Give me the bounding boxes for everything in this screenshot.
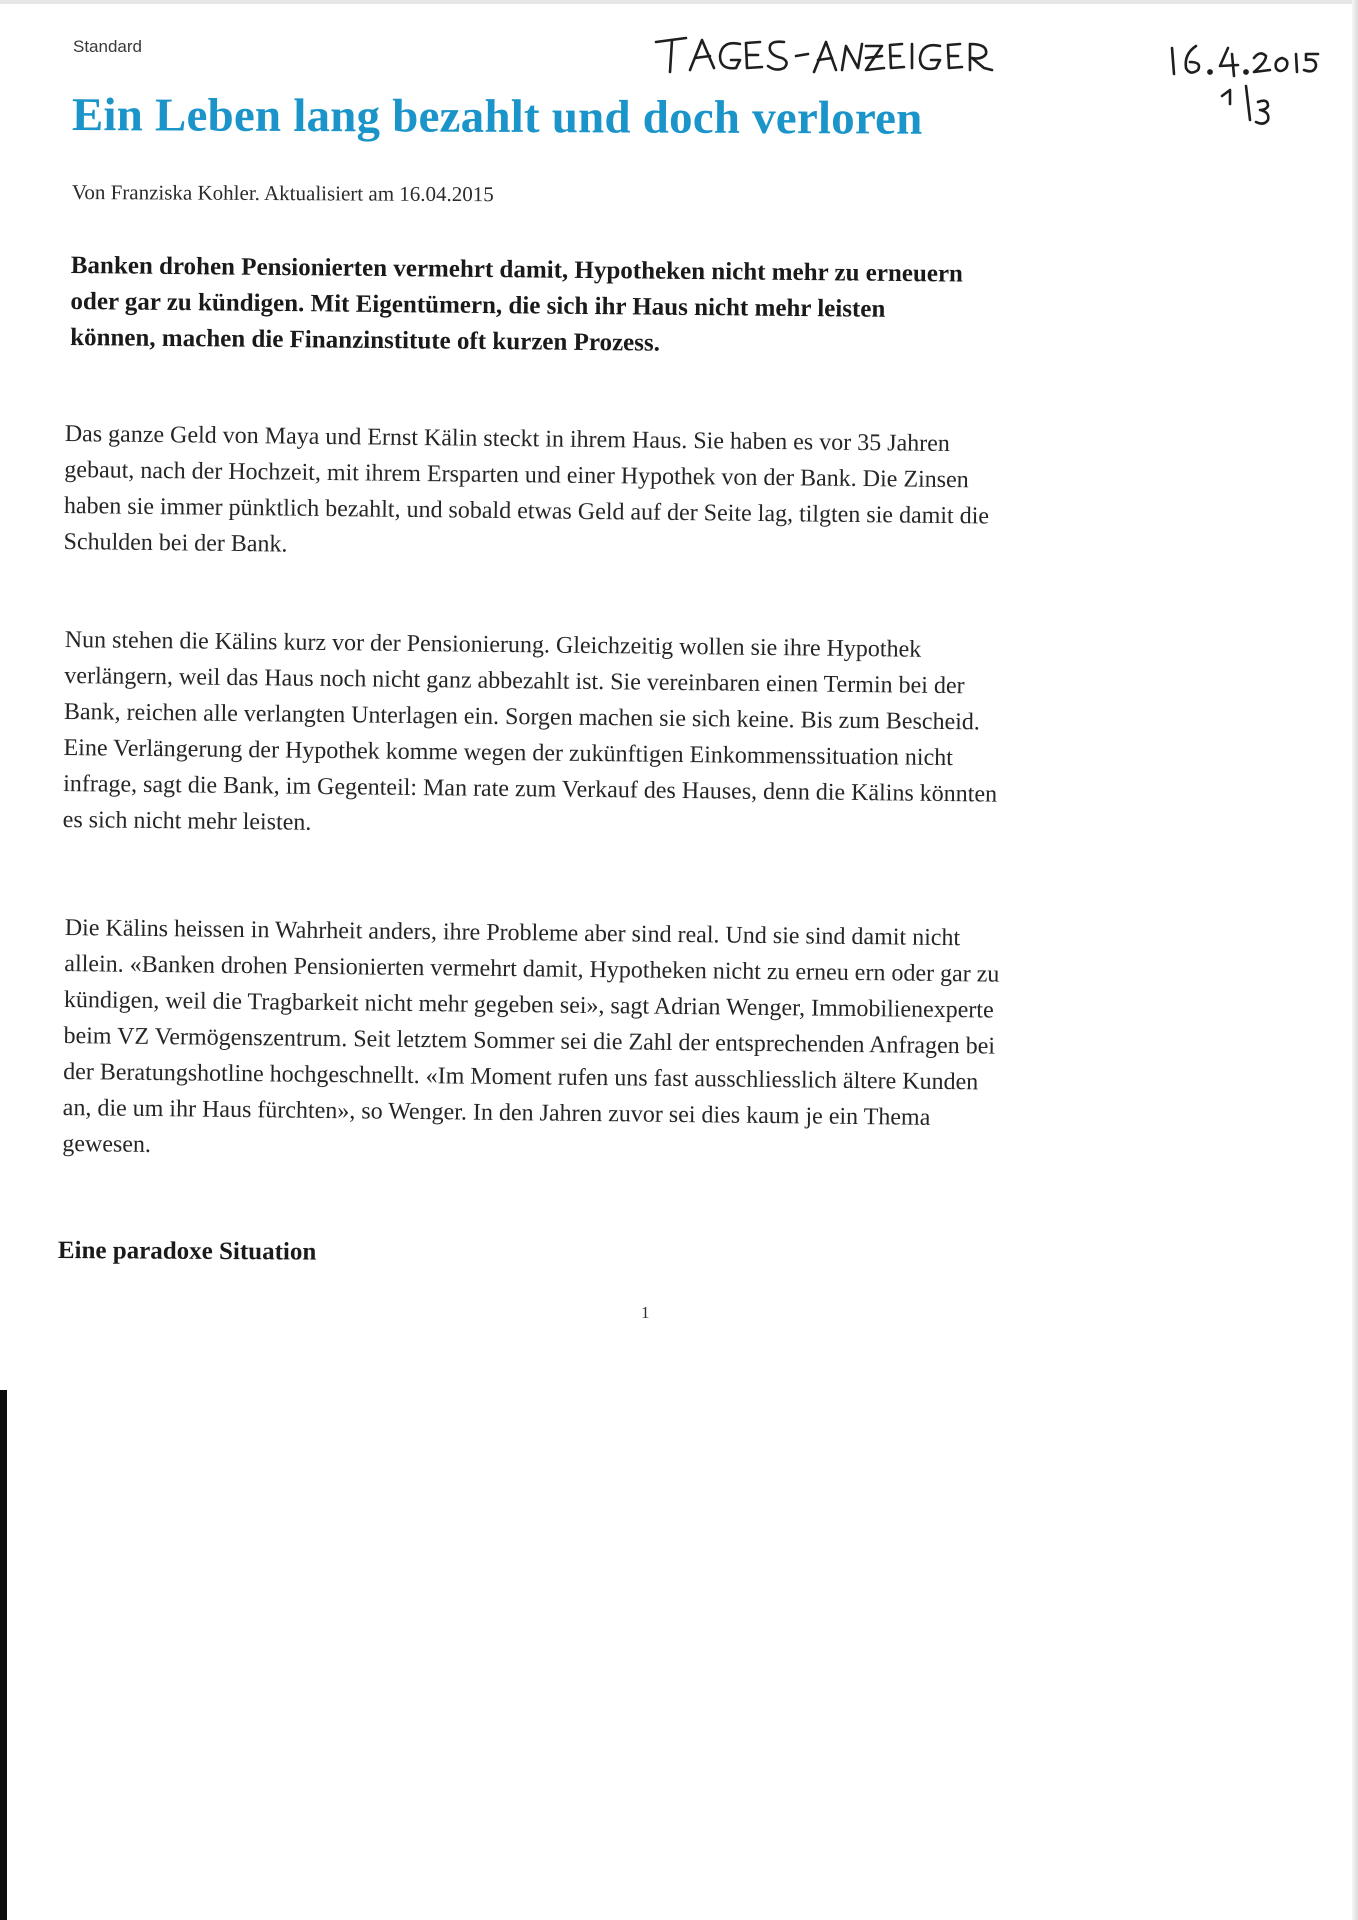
paragraph-line: Bank, reichen alle verlangten Unterlagen ein. Sorgen machen sie sich keine. Bis zum Bescheid.	[63, 698, 981, 736]
paragraph-line: Das ganze Geld von Maya und Ernst Kälin steckt in ihrem Haus. Sie haben es vor 35 Jahren	[64, 420, 950, 458]
paragraph-line: Schulden bei der Bank.	[63, 528, 288, 558]
page-number: 1	[641, 1303, 650, 1322]
paragraph-line: gebaut, nach der Hochzeit, mit ihrem Ersparten und einer Hypothek von der Bank. Die Zinsen	[64, 456, 969, 494]
scan-left-shadow	[0, 1390, 7, 1920]
scan-right-edge	[1352, 0, 1358, 1920]
paragraph-line: verlängern, weil das Haus noch nicht ganz abbezahlt ist. Sie vereinbaren einen Termin bei der	[64, 662, 965, 700]
paragraph-line: gewesen.	[62, 1130, 152, 1158]
body-paragraph-2	[63, 622, 1265, 852]
paragraph-line: Die Kälins heissen in Wahrheit anders, ihre Probleme aber sind real. Und sie sind damit nicht	[64, 914, 961, 952]
paragraph-line: der Beratungshotline hochgeschnellt. «Im Moment rufen uns fast ausschliesslich ältere Kunden	[63, 1058, 979, 1096]
paragraph-line: haben sie immer pünktlich bezahlt, und sobald etwas Geld auf der Seite lag, tilgten sie damit die	[63, 492, 990, 530]
lead-line: Banken drohen Pensionierten vermehrt damit, Hypotheken nicht mehr zu erneuern	[70, 251, 964, 288]
article-byline: Von Franziska Kohler. Aktualisiert am 16.04.2015	[71, 180, 494, 207]
lead-line: oder gar zu kündigen. Mit Eigentümern, die sich ihr Haus nicht mehr leisten	[70, 287, 886, 323]
lead-line: können, machen die Finanzinstitute oft kurzen Prozess.	[70, 323, 661, 357]
paragraph-line: an, die um ihr Haus fürchten», so Wenger. In den Jahren zuvor sei dies kaum je ein Thema	[62, 1094, 931, 1131]
paragraph-line: beim VZ Vermögenszentrum. Seit letztem Sommer sei die Zahl der entsprechenden Anfragen bei	[63, 1022, 996, 1060]
article-lead	[70, 248, 1271, 368]
site-label: Standard	[73, 37, 142, 56]
handwritten-newspaper-name	[656, 38, 992, 72]
paragraph-line: infrage, sagt die Bank, im Gegenteil: Man rate zum Verkauf des Hauses, denn die Kälins könnten	[63, 770, 998, 808]
body-paragraph-1	[63, 416, 1265, 574]
paragraph-line: es sich nicht mehr leisten.	[62, 806, 312, 836]
handwritten-page-count	[1222, 86, 1268, 124]
handwritten-date	[1172, 46, 1318, 76]
article-headline: Ein Leben lang bezahlt und doch verloren	[71, 88, 923, 145]
paragraph-line: allein. «Banken drohen Pensionierten vermehrt damit, Hypotheken nicht zu erneu ern oder gar zu	[64, 950, 1000, 988]
paragraph-line: kündigen, weil die Tragbarkeit nicht mehr gegeben sei», sagt Adrian Wenger, Immobilienexperte	[63, 986, 994, 1024]
body-paragraph-3	[62, 910, 1265, 1176]
paragraph-line: Nun stehen die Kälins kurz vor der Pensionierung. Gleichzeitig wollen sie ihre Hypothek	[64, 626, 922, 663]
section-subheading: Eine paradoxe Situation	[57, 1237, 317, 1266]
scan-top-edge	[0, 0, 1358, 4]
paragraph-line: Eine Verlängerung der Hypothek komme wegen der zukünftigen Einkommenssituation nicht	[63, 734, 954, 772]
